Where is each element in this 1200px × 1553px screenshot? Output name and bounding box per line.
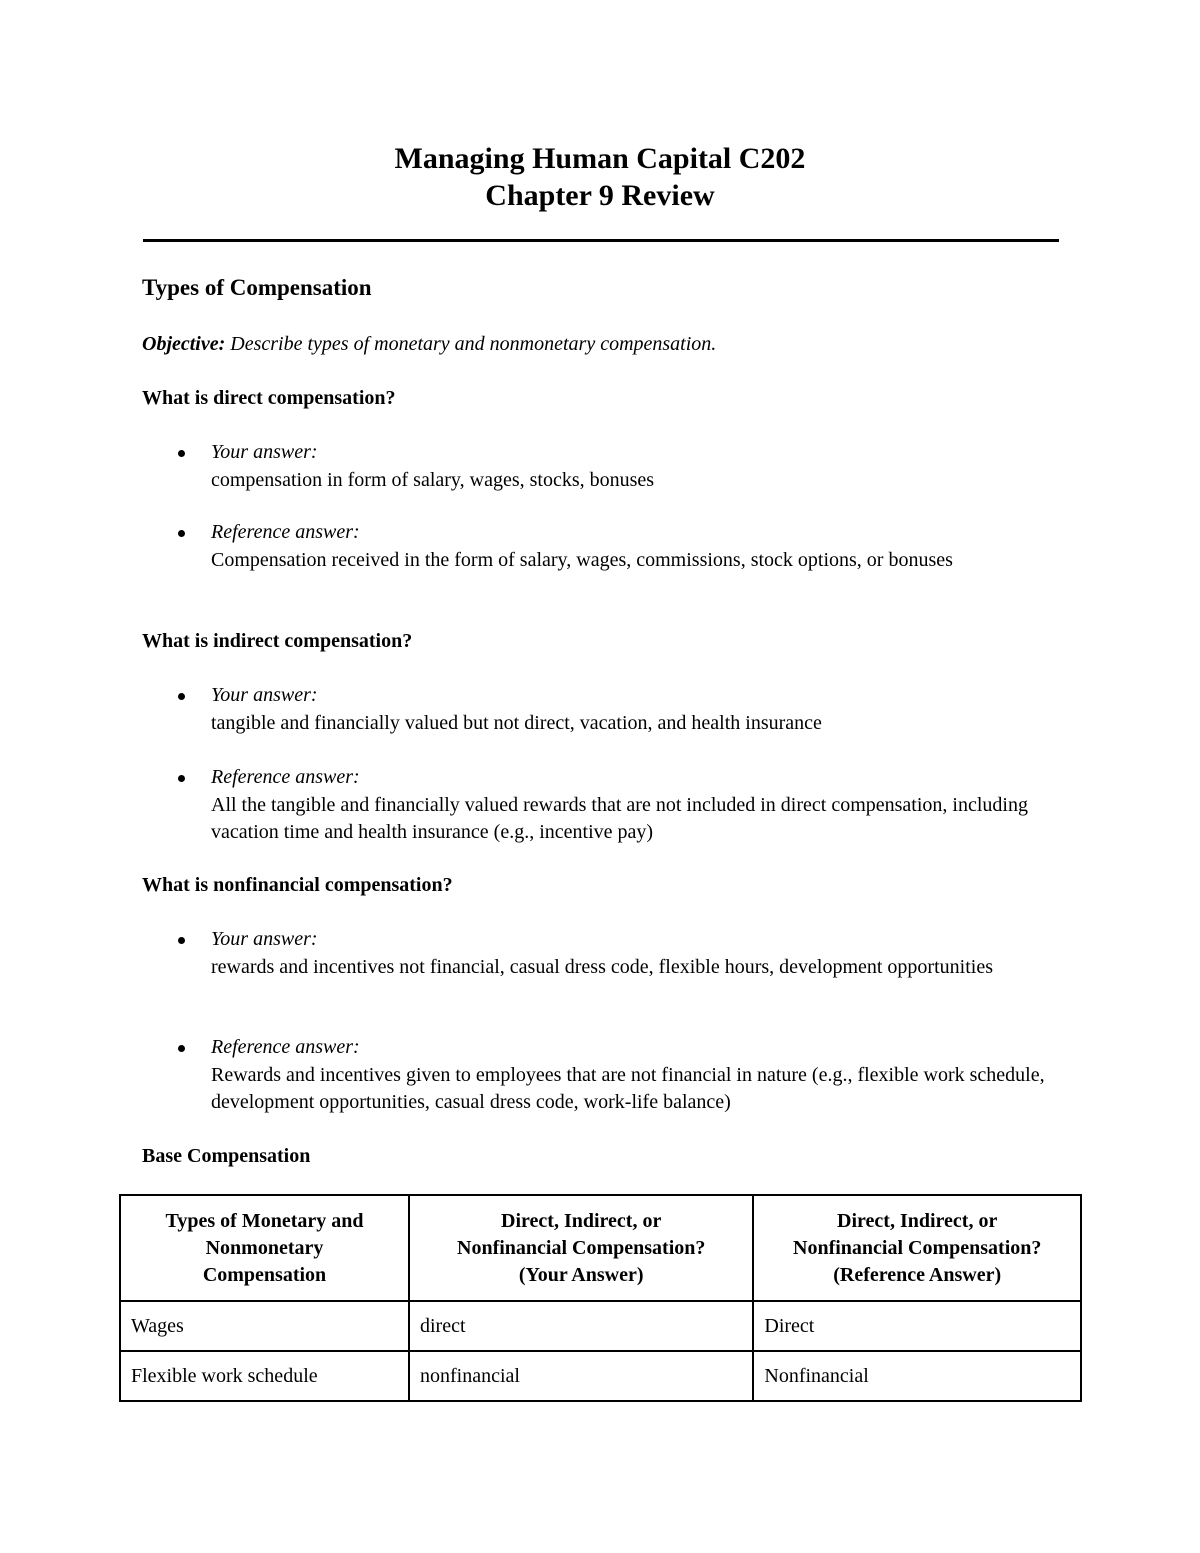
header-line: Nonfinancial Compensation? bbox=[457, 1236, 706, 1259]
title-line-chapter: Chapter 9 Review bbox=[485, 179, 715, 212]
column-header-your-answer bbox=[409, 1195, 753, 1301]
header-line: (Reference Answer) bbox=[833, 1263, 1002, 1286]
header-line: Nonfinancial Compensation? bbox=[793, 1236, 1042, 1259]
table-cell-your-answer: direct bbox=[409, 1301, 753, 1351]
section-heading: Types of Compensation bbox=[142, 275, 372, 300]
your-answer-text: compensation in form of salary, wages, stocks, bonuses bbox=[211, 468, 655, 491]
table-cell-your-answer: nonfinancial bbox=[409, 1351, 753, 1401]
bullet-icon bbox=[178, 530, 185, 537]
objective bbox=[142, 331, 716, 357]
your-answer-indirect bbox=[142, 682, 1062, 737]
table-cell-type: Wages bbox=[120, 1301, 409, 1351]
bullet-icon bbox=[178, 693, 185, 700]
reference-answer-label: Reference answer: bbox=[211, 1036, 360, 1058]
header-line: Nonmonetary bbox=[205, 1236, 324, 1259]
reference-answer-text: Rewards and incentives given to employees that are not financial in nature (e.g., flexible work schedule, development opportunities, casual dress code, work-life balance) bbox=[211, 1063, 1045, 1113]
header-line: (Your Answer) bbox=[518, 1263, 644, 1286]
reference-answer-text: All the tangible and financially valued rewards that are not included in direct compensation, including vacation time and health insurance (e.g., incentive pay) bbox=[211, 793, 1028, 843]
reference-answer-direct bbox=[142, 519, 1062, 574]
column-header-type bbox=[120, 1195, 409, 1301]
table-cell-type: Flexible work schedule bbox=[120, 1351, 409, 1401]
objective-text: Describe types of monetary and nonmonetary compensation. bbox=[230, 333, 717, 355]
header-line: Compensation bbox=[202, 1263, 327, 1286]
your-answer-direct bbox=[142, 439, 1062, 494]
your-answer-label: Your answer: bbox=[211, 441, 318, 463]
bullet-icon bbox=[178, 775, 185, 782]
reference-answer-indirect bbox=[142, 764, 1062, 847]
reference-answer-nonfinancial bbox=[142, 1034, 1062, 1117]
your-answer-text: tangible and financially valued but not direct, vacation, and health insurance bbox=[211, 711, 822, 734]
compensation-table bbox=[119, 1194, 1082, 1402]
reference-answer-text: Compensation received in the form of salary, wages, commissions, stock options, or bonuses bbox=[211, 548, 953, 571]
question-indirect: What is indirect compensation? bbox=[142, 630, 413, 652]
table-row bbox=[120, 1351, 1081, 1401]
your-answer-nonfinancial bbox=[142, 926, 1062, 981]
your-answer-label: Your answer: bbox=[211, 928, 318, 950]
your-answer-label: Your answer: bbox=[211, 684, 318, 706]
title-divider bbox=[143, 239, 1059, 242]
table-header-row bbox=[120, 1195, 1081, 1301]
table-cell-reference-answer: Direct bbox=[753, 1301, 1081, 1351]
base-compensation-heading: Base Compensation bbox=[142, 1145, 311, 1167]
question-direct: What is direct compensation? bbox=[142, 387, 396, 409]
column-header-reference-answer bbox=[753, 1195, 1081, 1301]
header-line: Types of Monetary and bbox=[165, 1209, 364, 1232]
table-cell-reference-answer: Nonfinancial bbox=[753, 1351, 1081, 1401]
header-line: Direct, Indirect, or bbox=[837, 1209, 998, 1232]
document-title bbox=[0, 140, 1200, 214]
objective-label: Objective: bbox=[142, 333, 226, 355]
bullet-icon bbox=[178, 937, 185, 944]
title-line-course: Managing Human Capital C202 bbox=[394, 142, 806, 175]
bullet-icon bbox=[178, 1045, 185, 1052]
table-row bbox=[120, 1301, 1081, 1351]
question-nonfinancial: What is nonfinancial compensation? bbox=[142, 874, 453, 896]
bullet-icon bbox=[178, 450, 185, 457]
header-line: Direct, Indirect, or bbox=[501, 1209, 662, 1232]
reference-answer-label: Reference answer: bbox=[211, 521, 360, 543]
your-answer-text: rewards and incentives not financial, casual dress code, flexible hours, development opportunities bbox=[211, 955, 993, 978]
reference-answer-label: Reference answer: bbox=[211, 766, 360, 788]
